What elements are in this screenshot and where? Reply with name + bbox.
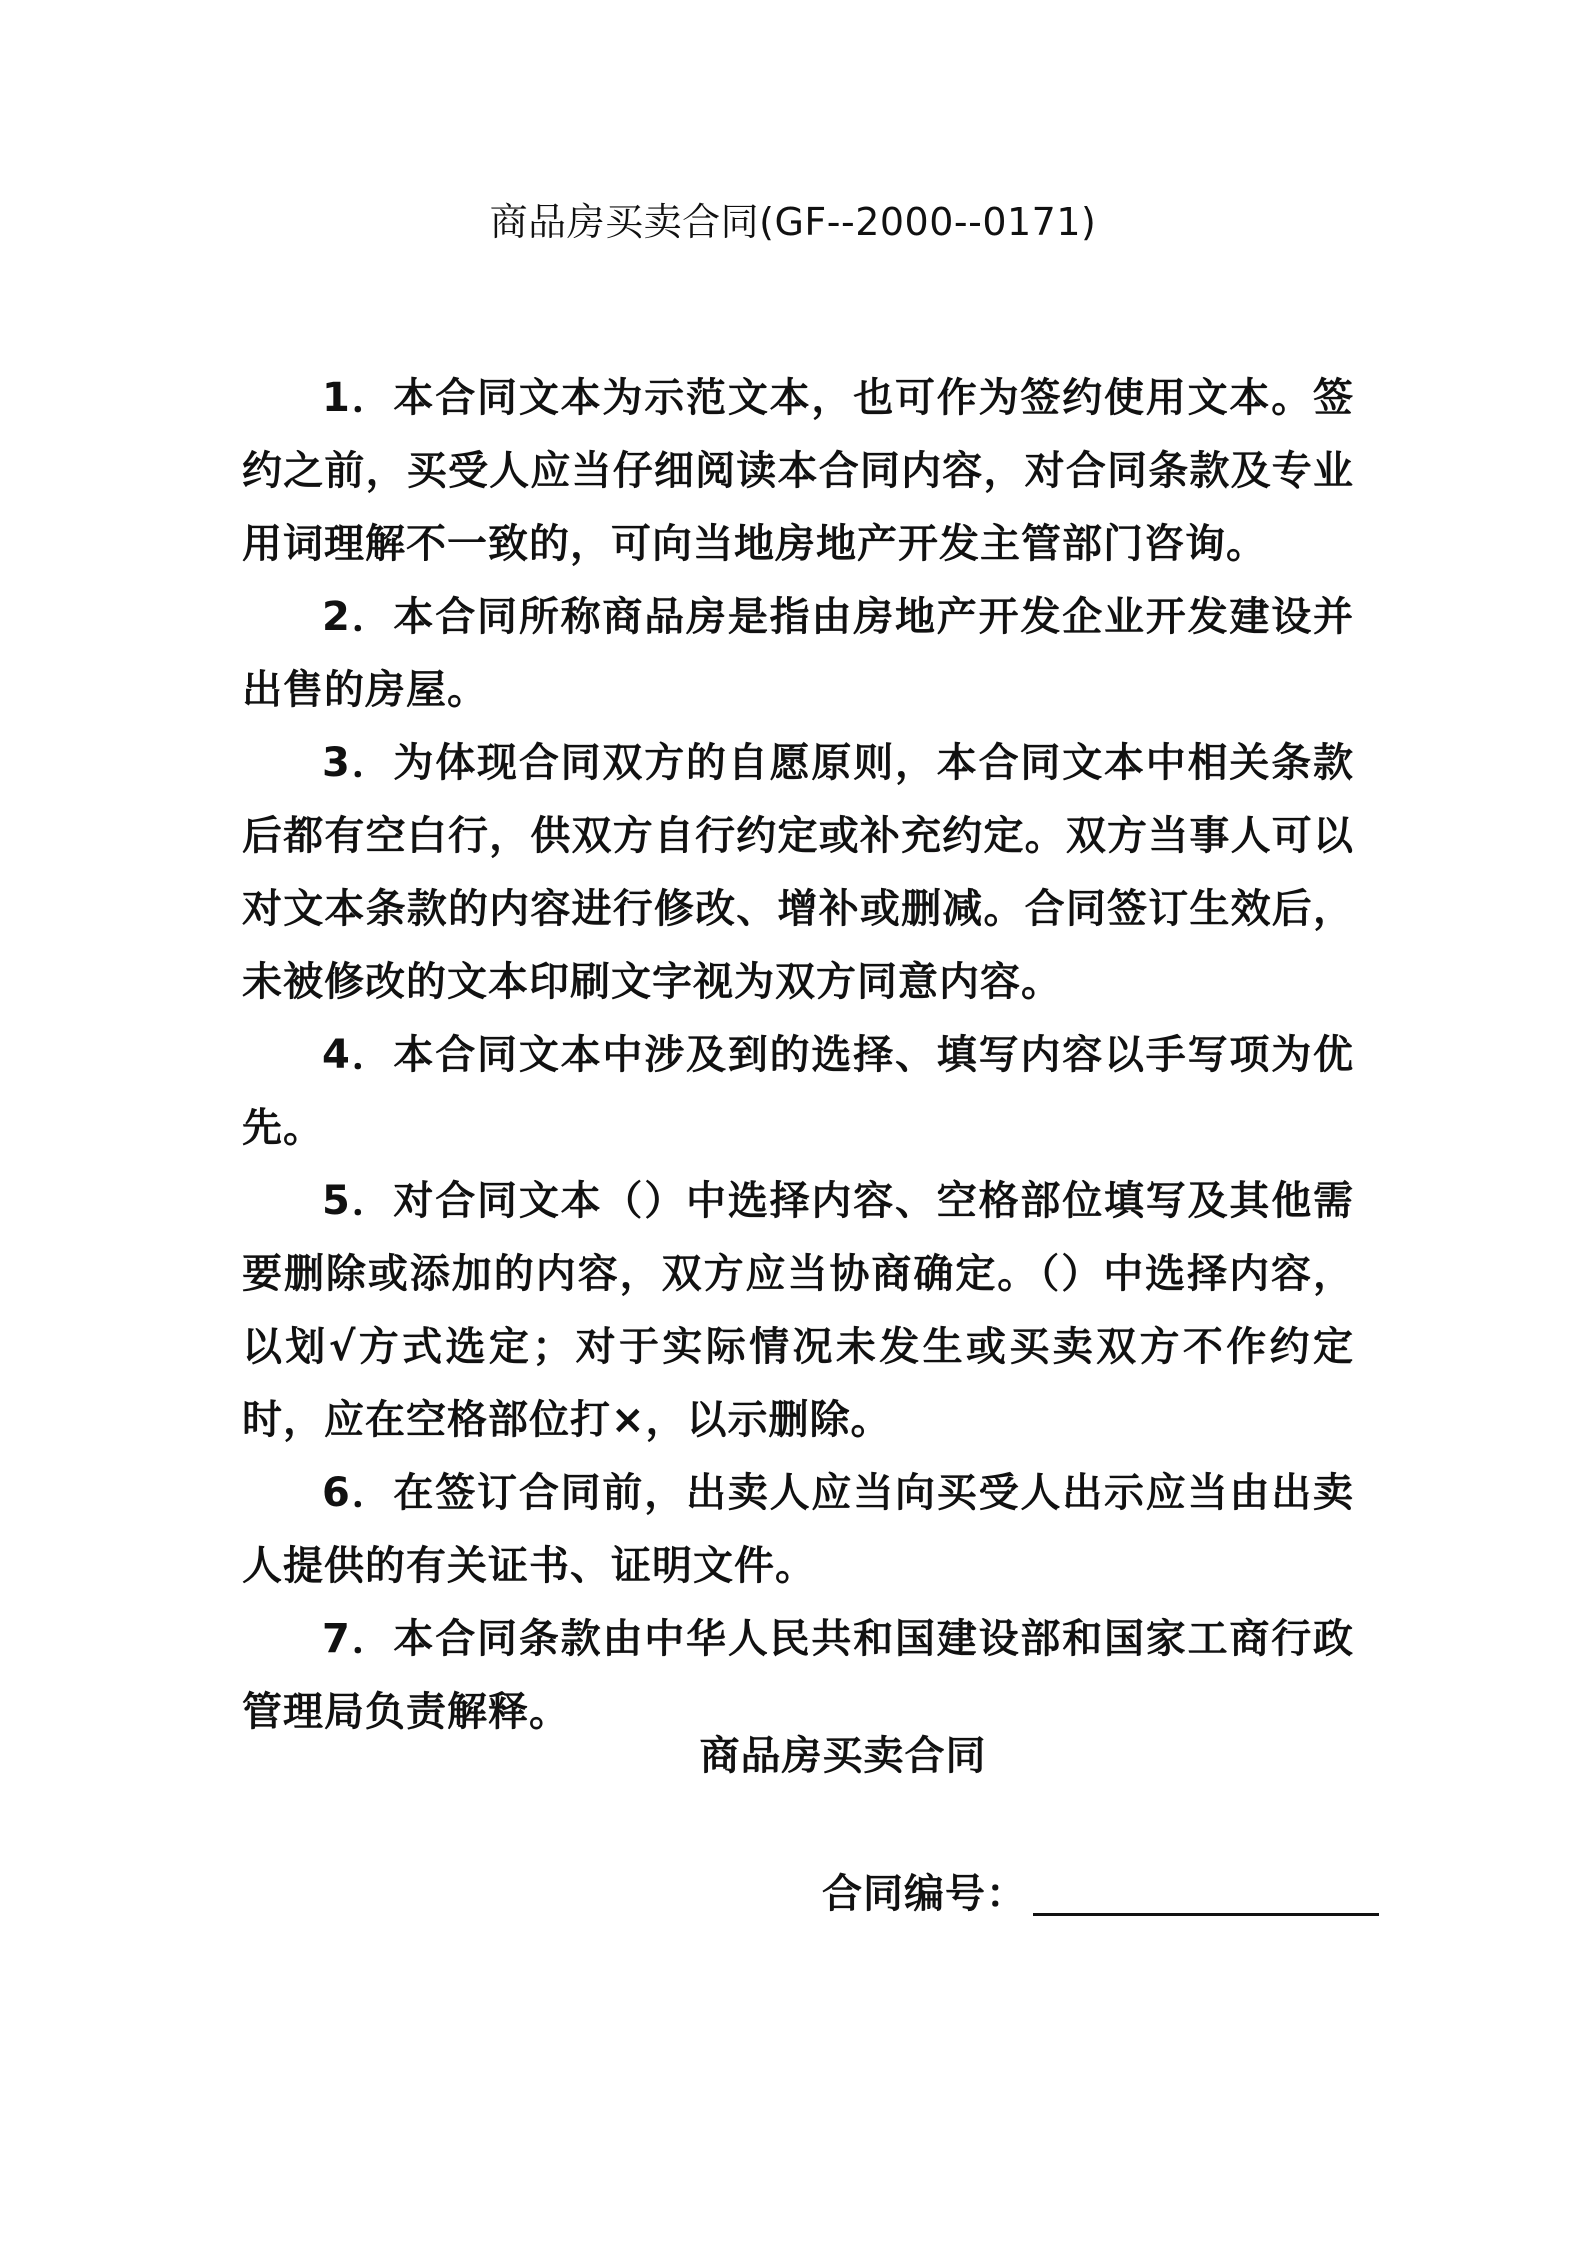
contract-heading: 商品房买卖合同	[699, 1733, 987, 1779]
instruction-item: 5．对合同文本（）中选择内容、空格部位填写及其他需要删除或添加的内容，双方应当协商确定。（）中选择内容，以划√方式选定；对于实际情况未发生或买卖双方不作约定时，应在空格部位打×，以示删除。	[242, 1178, 1354, 1443]
contract-number-row	[822, 1862, 1379, 1922]
instruction-item: 2．本合同所称商品房是指由房地产开发企业开发建设并出售的房屋。	[242, 594, 1354, 713]
instruction-item: 4．本合同文本中涉及到的选择、填写内容以手写项为优先。	[242, 1032, 1354, 1151]
instructions-list	[242, 362, 1354, 1749]
contract-number-label: 合同编号：	[822, 1871, 1027, 1917]
instruction-item: 3．为体现合同双方的自愿原则，本合同文本中相关条款后都有空白行，供双方自行约定或补充约定。双方当事人可以对文本条款的内容进行修改、增补或删减。合同签订生效后，未被修改的文本印刷文字视为双方同意内容。	[242, 740, 1354, 1005]
instruction-item: 7．本合同条款由中华人民共和国建设部和国家工商行政管理局负责解释。	[242, 1616, 1354, 1735]
contract-number-field	[1033, 1869, 1379, 1916]
document-title: 商品房买卖合同(GF--2000--0171)	[489, 200, 1097, 244]
instruction-item: 1．本合同文本为示范文本，也可作为签约使用文本。签约之前，买受人应当仔细阅读本合同内容，对合同条款及专业用词理解不一致的，可向当地房地产开发主管部门咨询。	[242, 375, 1354, 567]
instruction-item: 6．在签订合同前，出卖人应当向买受人出示应当由出卖人提供的有关证书、证明文件。	[242, 1470, 1354, 1589]
